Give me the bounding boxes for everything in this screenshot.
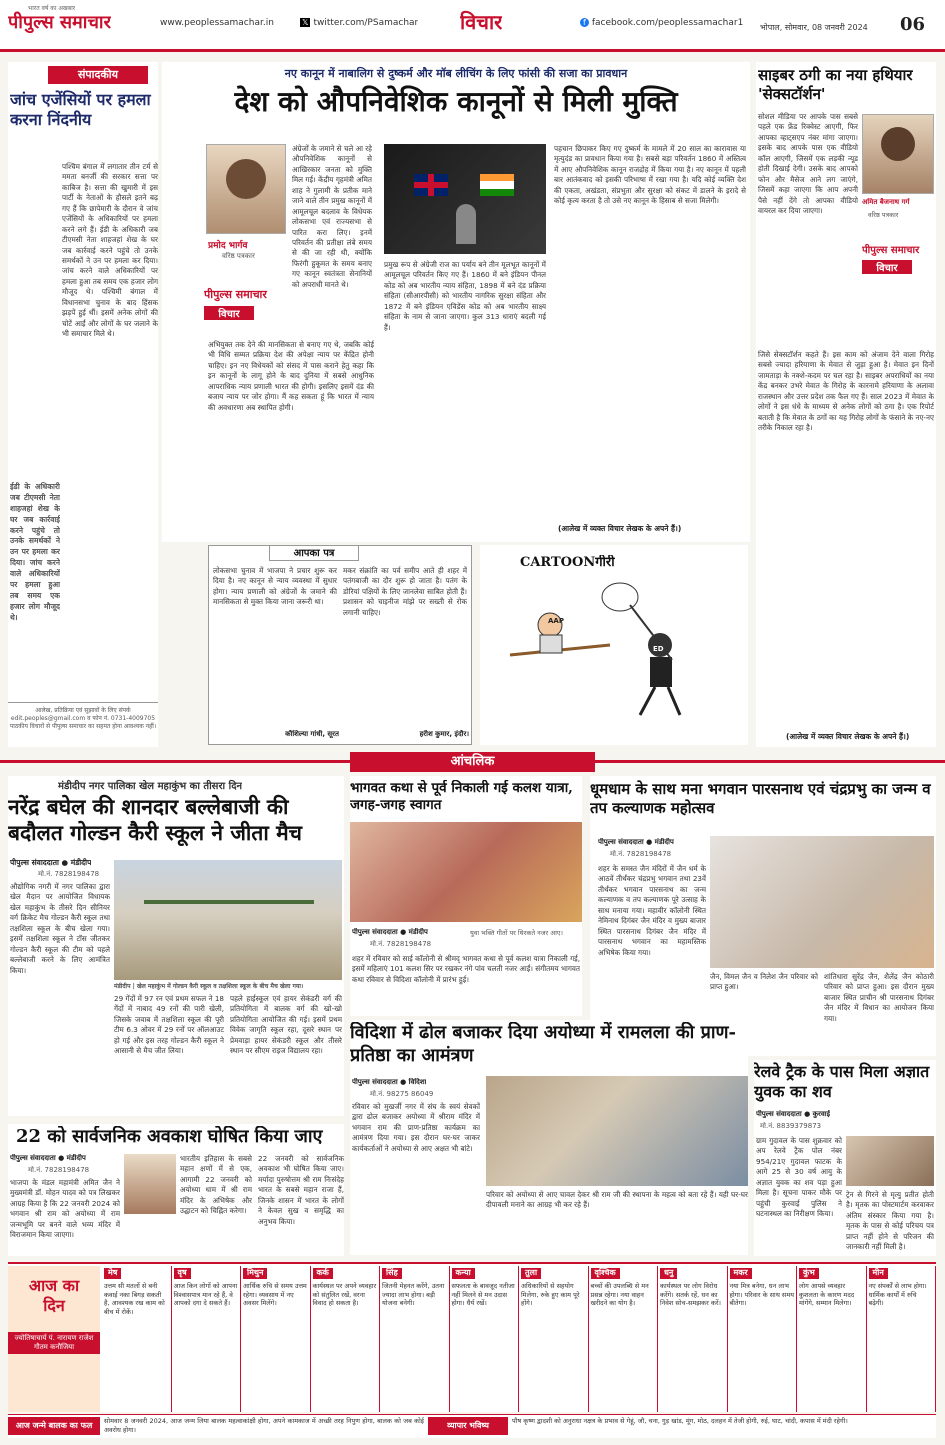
story5-body: भाजपा के मंडल महामंत्री अमित जैन ने मुख्यमंत्री डॉ. मोहन यादव को पत्र लिखकर आग्रह किया है कि 22 जनवरी 2024 को भगवान श्री राम को अयोध्या में राम जन्मभूमि पर बनने वाले भव्य मंदिर में विराजमान किया जाएगा। — [10, 1178, 120, 1240]
zodiac-sign-text: नए संपर्कों से लाभ होगा। धार्मिक कार्यों में रुचि बढ़ेगी। — [868, 1281, 927, 1308]
zodiac-sign — [797, 1266, 867, 1412]
lead-signoff: (आलेख में व्यक्त विचार लेखक के अपने हैं।) — [558, 524, 682, 533]
editorial-label: संपादकीय — [48, 66, 148, 84]
zodiac-sign — [380, 1266, 450, 1412]
story6-phone: मो.नं. 8839379873 — [760, 1122, 822, 1130]
zodiac-sign-text: कार्यस्थल पर अपने व्यवहार को संतुलित रखें, वरना विवाद हो सकता है। — [312, 1281, 377, 1308]
story1-photo — [114, 860, 342, 980]
editorial-pullquote: ईडी के अधिकारी जब टीएमसी नेता शाहजहां शेख के घर जब कार्रवाई करने पहुंचे तो उनके समर्थकों ने उन पर हमला कर दिया। जांच करने वाले अधिकारियों पर हमला हुआ तब समय एक हजार लोग मौजूद थे। — [10, 482, 60, 622]
zodiac-sign-name: कन्या — [452, 1268, 475, 1279]
zodiac-sign-name: मेष — [104, 1268, 121, 1279]
zodiac-sign-text: जितनी मेहनत करेंगे, उतना ज्यादा लाभ होगा। बड़ी योजना बनेगी। — [382, 1281, 445, 1308]
editorial-footer — [8, 702, 158, 747]
horoscope-strip — [8, 1262, 936, 1412]
zodiac-sign-text: उत्तम सी मतलों से बनी कवाई नका बिगड़ सकती है, आवश्यक रख काम को बीच में रोकें। — [104, 1281, 165, 1317]
cartoon-character-label: ED — [653, 645, 664, 653]
footer-disclaimer: पाठकीय विचारों से पीपुल्स समाचार का सहमत होना आवश्यक नहीं। — [9, 723, 157, 730]
cyber-author-name: अमित बैजनाथ गर्ग — [862, 198, 910, 206]
horoscope-title-box — [8, 1266, 100, 1412]
lead-column-2: अभियुक्त तक देने की मानसिकता से बनाए गए थे, जबकि कोई भी विधि सम्मत प्रक्रिया देश की अपेक्षा न्याय पर केंद्रित होनी चाहिए। इन नए विधेयकों को संसद में पास कराने हेतु कहा कि इन कानूनों के लागू होने के बाद दुनिया में सबसे आधुनिक आपराधिक न्याय प्रणाली भारत की होगी। इसलिए इसमें दंड की बजाय न्याय पर जोर होगा। मैं कह सकता हूं कि भारत में न्याय की अवधारणा अब स्थापित होगी। — [208, 340, 374, 412]
zodiac-sign-name: कर्क — [313, 1268, 333, 1279]
zodiac-sign-text: बच्चों की उपलब्धि से मन प्रसन्न रहेगा। नया वाहन खरीदने का योग है। — [590, 1281, 649, 1308]
cyber-brand-block — [862, 242, 934, 274]
website-link[interactable]: www.peoplessamachar.in — [160, 18, 274, 28]
lead-article — [162, 62, 750, 542]
story2-phone: मो.नं. 7828198478 — [370, 940, 432, 948]
footer-contact-email[interactable]: edit.peoples@gmail.com व फोन नं. 0731-4009705 — [10, 715, 156, 722]
story4-body: रविवार को मुखर्जी नगर में संघ के स्वयं सेवकों द्वारा ढोल बजाकर अयोध्या में श्रीराम मंदिर में भगवान राम की प्राण-प्रतिष्ठा कार्यक्रम का आमंत्रण दिया गया। इस दौरान घर-घर जाकर कार्यकर्ताओं ने अयोध्या से आए अक्षत भी बांटे। — [352, 1102, 480, 1153]
dateline: भोपाल, सोमवार, 08 जनवरी 2024 — [760, 23, 868, 32]
trade-text: पौष कृष्ण द्वादशी को अनुराधा नक्षत्र के प्रभाव से गेहूं, जौ, चना, गुड़ खांड, मूंग, मोठ, दलहन में तेजी होगी, रुई, घाट, चांदी, कपास में मंदी रहेगी। — [512, 1417, 848, 1425]
story3-phone: मो.नं. 7828198478 — [610, 850, 672, 858]
zodiac-sign-text: आर्थिक रुचि से समय उत्तम रहेगा। व्यवसाय में नए अवसर मिलेंगे। — [243, 1281, 307, 1308]
author-name: प्रमोद भार्गव — [208, 241, 248, 251]
story6-body: ग्राम गुदावल के पास शुक्रवार को अप रेलवे ट्रैक पोल नंबर 954/21ए गुदावल फाटक के आगे 25 से 30 वर्ष आयु के अज्ञात युवक का शव पड़ा हुआ मिला है। सूचना पाकर मौके पर पहुंची कुरवाई पुलिस ने घटनास्थल का निरीक्षण किया। — [756, 1136, 842, 1219]
facebook-link[interactable]: f facebook.com/peoplessamachar1 — [580, 18, 743, 28]
brand-tag: विचार — [862, 260, 912, 274]
regional-story-2 — [350, 776, 582, 1016]
story2-byline: पीपुल्स संवाददाता ● मंडीदीप — [352, 928, 428, 936]
letter-2: मकर संक्रांति का पर्व समीप आते ही शहर में पतंगबाजी का दौर शुरू हो जाता है। पतंग के डोरियां पक्षियों के लिए जानलेवा साबित होती हैं। प्रशासन को चाइनीज मांझे पर सख्ती से रोक लगानी चाहिए। — [343, 566, 467, 617]
story1-body: औद्योगिक नगरी में नगर पालिका द्वारा खेल मैदान पर आयोजित विधायक खेल महाकुंभ के तीसरे दिन सीनियर वर्ग क्रिकेट मैच गोल्डन कैरी स्कूल तथा तक्षशिला स्कूल के बीच खेला गया। इसमें तक्षशिला स्कूल ने टॉस जीतकर गोल्डन कैरी स्कूल की टीम को पहले बल्लेबाजी करने के लिए आमंत्रित किया। — [10, 882, 110, 975]
zodiac-sign-name: वृष — [174, 1268, 191, 1279]
story2-headline[interactable]: भागवत कथा से पूर्व निकाली गई कलश यात्रा, जगह-जगह स्वागत — [350, 780, 573, 813]
lead-column-1: अंग्रेजों के जमाने से चले आ रहे औपनिवेशिक कानूनों से आखिरकार जनता को मुक्ति मिल गई। केंद्रीय गृहमंत्री अमित शाह ने गुलामी के प्रतीक माने जाने वाले तीन प्रमुख कानूनों में आमूलचूल बदलाव के विधेयक लोकसभा एवं राज्यसभा से पारित करा लिए। इनमें परिवर्तन की प्रतीक्षा लंबे समय से की जा रही थी, क्योंकि फिरंगी हुकूमत के समय बनाए गए कानून स्वतंत्रता सेनानियों को अपराधी मानते थे। — [292, 144, 372, 289]
twitter-link[interactable]: 𝕏 twitter.com/PSamachar — [302, 18, 419, 28]
regional-label: आंचलिक — [350, 752, 595, 772]
zodiac-sign-name: मीन — [869, 1268, 888, 1279]
lead-headline[interactable]: देश को औपनिवेशिक कानूनों से मिली मुक्ति — [234, 85, 678, 118]
story6-byline: पीपुल्स संवाददाता ● कुरवाई — [756, 1110, 831, 1118]
story5-photo — [124, 1154, 176, 1214]
zodiac-sign-text: नया मित्र बनेगा, धन लाभ होगा। परिवार के साथ समय बीतेगा। — [729, 1281, 794, 1308]
story3-byline: पीपुल्स संवाददाता ● मंडीदीप — [598, 838, 674, 846]
story6-body-2: ट्रेन से गिरने से मृत्यु प्रतीत होती है। मृतक का पोस्टमार्टम करवाकर अंतिम संस्कार किया गया है। मृतक के पास से कोई परिचय पत्र प्राप्त नहीं होने से परिजन की जानकारी नहीं मिली है। — [846, 1190, 934, 1252]
masthead — [0, 0, 945, 52]
regional-story-3 — [590, 776, 936, 1056]
story5-byline: पीपुल्स संवाददाता ● मंडीदीप — [10, 1154, 86, 1162]
story4-body-2: परिवार को अयोध्या से आए चावल देकर श्री राम जी की स्थापना के महत्व को बता रहे हैं। यही घर-घर दीपावली मनाने का आग्रह भी कर रहे हैं। — [486, 1190, 748, 1210]
brand-tag: विचार — [204, 306, 254, 320]
zodiac-sign-name: मकर — [730, 1268, 752, 1279]
letter-1: लोकसभा चुनाव में भाजपा ने प्रचार शुरू कर दिया है। नए कानून से न्याय व्यवस्था में सुधार होगा। न्याय प्रणाली को अंग्रेजों के जमाने की मानसिकता से मुक्त किया जाना जरूरी था। — [213, 566, 337, 607]
cartoon-title: CARTOONगीरी — [520, 555, 615, 570]
story3-headline[interactable]: धूमधाम के साथ मना भगवान पारसनाथ एवं चंद्रप्रभु का जन्म व तप कल्याणक महोत्सव — [590, 780, 931, 817]
author-role: वरिष्ठ पत्रकार — [222, 252, 255, 260]
story5-body-3: 22 जनवरी को सार्वजनिक अवकाश भी घोषित किया जाए। मर्यादा पुरुषोत्तम श्री राम निःसंदेह भारत के सबसे महान राजा हैं, जिनके शासन में भारत के लोगों ने केवल सुख व समृद्धि का अनुभव किया। — [258, 1154, 344, 1226]
masthead-logo[interactable]: पीपुल्स समाचार — [8, 12, 111, 33]
regional-story-4 — [350, 1020, 748, 1255]
twitter-icon: 𝕏 — [302, 18, 309, 27]
facebook-icon: f — [580, 18, 589, 27]
letter-1-signature: कौशिल्या गांधी, सूरत — [285, 730, 339, 738]
cartoon-bag-label: AAP — [548, 617, 564, 625]
cyber-signoff: (आलेख में व्यक्त विचार लेखक के अपने हैं।) — [786, 732, 910, 741]
story4-phone: मो.नं. 98275 86049 — [370, 1090, 434, 1098]
justice-statue-icon — [456, 204, 476, 244]
section-title: विचार — [460, 10, 503, 34]
story1-byline: पीपुल्स संवाददाता ● मंडीदीप — [10, 858, 92, 867]
story2-body: शहर में रविवार को साई कॉलोनी से श्रीमद् भागवत कथा से पूर्व कलश यात्रा निकाली गई, इसमें महिलाएं 101 कलश सिर पर रखकर नंगे पांव चलती नजर आईं। संगीतमय भागवत कथा रविवार से विदिशा कॉलोनी में प्रारंभ हुई। — [352, 954, 580, 984]
footer-contact-label: आलेख, प्रतिक्रिया एवं सुझावों के लिए संपर्क — [35, 707, 131, 714]
bottom-bar — [8, 1414, 936, 1438]
zodiac-sign-name: धनु — [660, 1268, 677, 1279]
zodiac-sign-text: कार्यस्थल पर लोग विरोध करेंगे। सतर्क रहें, धन का निवेश सोच-समझकर करें। — [660, 1281, 721, 1308]
editorial-column — [8, 62, 158, 747]
cyber-headline[interactable]: साइबर ठगी का नया हथियार 'सेक्सटॉर्शन' — [758, 66, 913, 103]
regional-story-5 — [8, 1124, 344, 1256]
letters-title: आपका पत्र — [269, 545, 359, 561]
zodiac-sign — [867, 1266, 937, 1412]
zodiac-sign — [241, 1266, 311, 1412]
editorial-body: पश्चिम बंगाल में लगातार तीन टर्म से ममता बनर्जी की सरकार सत्ता पर काबिज है। सत्ता की खुमारी में इस पार्टी के नेताओं के हौसले इतने बढ़ गए हैं कि छापेमारी के दौरान वे जांच एजेंसियों के अधिकारियों पर हमला करने लगे हैं। ईडी के अधिकारी जब टीएमसी नेता शाहजहां शेख के घर जब कार्रवाई करने पहुंचे तो उनके समर्थकों ने उन पर हमला कर दिया। जांच करने वाले अधिकारियों पर हमला हुआ तब समय एक हजार लोग मौजूद थे। पश्चिमी बंगाल में विधानसभा चुनाव के बाद हिंसक झड़पें हुई थीं। इसमें अनेक लोगों की चोटें आईं और लोगों के घर जलाने के भी समाचार मिले थे। — [62, 162, 158, 338]
story4-photo — [486, 1076, 748, 1186]
cartoon-drawing — [480, 575, 748, 745]
story3-body: शहर के समस्त जैन मंदिरों में जैन धर्म के आठवें तीर्थंकर चंद्रप्रभु भगवान तथा 23वें तीर्थंकर भगवान पारसनाथ का जन्म कल्याणक व तप कल्याणक पूरे उत्साह के साथ मनाया गया। महावीर कॉलोनी स्थित नेमिनाथ दिगंबर जैन मंदिर व मुख्य बाजार स्थित पारसनाथ दिगंबर जैन मंदिर में पारसनाथ भगवान का महामस्तिक अभिषेक किया गया। — [598, 864, 706, 957]
story5-phone: मो.नं. 7828198478 — [28, 1166, 90, 1174]
zodiac-sign-text: सफलता के बावजूद नतीजा नहीं मिलने से मन उदास होगा। धैर्य रखें। — [451, 1281, 515, 1308]
author-photo — [206, 144, 286, 234]
lead-illustration — [384, 144, 546, 254]
zodiac-grid — [102, 1266, 936, 1412]
story5-headline[interactable]: 22 को सार्वजनिक अवकाश घोषित किया जाए — [16, 1126, 323, 1147]
lead-column-4: पहचान छिपाकर किए गए दुष्कर्म के मामले में 20 साल का कारावास या मृत्युदंड का प्रावधान किया गया है। सबसे बड़ा परिवर्तन 1860 में अस्तित्व में आए औपनिवेशिक कानून राजद्रोह में किया गया है। नए कानून में पहली बार आतंकवाद को इसकी परिभाषा में रखा गया है। यदि कोई व्यक्ति देश की एकता, अखंडता, संप्रभुता और सुरक्षा को संकट में डालने के इरादे से कोई कृत्य करता है तो उसे नए कानून के हिसाब से सजा मिलेगी। — [554, 144, 746, 206]
story4-headline[interactable]: विदिशा में ढोल बजाकर दिया अयोध्या में रामलला की प्राण-प्रतिष्ठा का आमंत्रण — [350, 1022, 736, 1066]
lead-brand-block — [204, 287, 292, 327]
birthday-title: आज जन्मे बालक का फल — [8, 1417, 100, 1435]
page-number: 06 — [900, 14, 926, 35]
story1-photo-caption: मंडीदीप | खेल महाकुंभ में गोल्डन कैरी स्कूल व तक्षशिला स्कूल के बीच मैच खेला गया। — [114, 983, 304, 990]
story1-body-3: पहले हाईस्कूल एवं हायर सेकंडरी वर्ग की प्रतियोगिता में बालक वर्ग की खो-खो प्रतियोगिता आयोजित की गई। इसमें प्रथम विवेक जागृति स्कूल रहा, दूसरे स्थान पर प्रेमवाड़ा हायर सेकंडरी स्कूल और तीसरे स्थान पर सीएम राइज विद्यालय रहा। — [230, 994, 342, 1056]
story3-photo — [710, 836, 934, 968]
zodiac-sign — [728, 1266, 798, 1412]
cyber-author-role: वरिष्ठ पत्रकार — [868, 211, 899, 219]
avatar — [226, 159, 266, 199]
story1-headline[interactable]: नरेंद्र बघेल की शानदार बल्लेबाजी की बदौलत गोल्डन कैरी स्कूल ने जीता मैच — [8, 794, 302, 846]
story2-photo — [350, 822, 582, 922]
letters-box — [208, 545, 472, 745]
masthead-tagline: भारत वर्ष का अखबार — [28, 5, 76, 12]
story3-photo-caption: जैन, विमल जैन व निलेश जैन परिवार को प्राप्त हुआ। — [710, 972, 818, 992]
zodiac-sign-name: सिंह — [382, 1268, 402, 1279]
zodiac-sign-name: वृश्चिक — [591, 1268, 620, 1279]
cyber-body-bottom: जिसे सेक्सटॉर्शन कहते हैं। इस काम को अंजाम देने वाला गिरोह सबसे ज्यादा हरियाणा के मेवात से जुड़ा हुआ है। मेवात इन दिनों जामताड़ा के नक्शे-कदम पर चल रहा है। साइबर अपराधियों का नया केंद्र बनकर उभरे मेवात के गिरोह के कारनामे हरियाणा के अलावा राजस्थान और उत्तर प्रदेश तक फैल गए हैं। साल 2023 में मेवात के लोगों ने इस धंधे के माध्यम से अनेक लोगों को ठगा है। एक रिपोर्ट बताती है कि मेवात के ठगों का यह गिरोह लोगों के फंसाने के नए-नए तरीके निकाल रहा है। — [758, 350, 934, 433]
zodiac-sign-text: लोग आपसे व्यवहार कुशलता के कारण मदद मांगेंगे, सम्मान मिलेगा। — [799, 1281, 855, 1308]
zodiac-sign-text: अधिकारियों से सहयोग मिलेगा, रुके हुए काम पूरे होंगे। — [521, 1281, 580, 1308]
zodiac-sign — [172, 1266, 242, 1412]
horoscope-title: आज का दिन — [28, 1276, 80, 1315]
birthday-text: सोमवार 8 जनवरी 2024, आज जन्म लिया बालक महत्वाकांक्षी होगा, अपने कामकाज में अच्छी तरह निपुण होगा, बालक को जब कोई अवरोध होगा। — [104, 1417, 424, 1435]
astrologer-name: ज्योतिषाचार्य पं. नारायण राजेश गौतम कनौजिया — [8, 1332, 100, 1354]
cyber-article — [756, 62, 936, 747]
story1-kicker: मंडीदीप नगर पालिका खेल महाकुंभ का तीसरा दिन — [58, 781, 243, 792]
zodiac-sign-text: आज किन लोगों को आपना विश्वासपात्र मान रहे हैं, वे आपको दगा दे सकते हैं। — [173, 1281, 238, 1308]
story3-body-2: शांतिधारा सुरेंद्र जैन, शैलेंद्र जैन कोठारी परिवार को प्राप्त हुआ। इस दौरान मुख्य बाजार स्थित प्राचीन श्री पारसनाथ दिगंबर जैन मंदिर में विधान का आयोजन किया गया। — [824, 972, 934, 1023]
regional-story-6 — [754, 1060, 936, 1256]
avatar — [881, 127, 915, 161]
lead-kicker: नए कानून में नाबालिग से दुष्कर्म और मॉब लीचिंग के लिए फांसी की सजा का प्रावधान — [284, 67, 628, 80]
letter-2-signature: हरीश कुमार, इंदौर। — [419, 730, 469, 738]
story4-byline: पीपुल्स संवाददाता ● विदिशा — [352, 1078, 427, 1086]
story5-body-2: भारतीय इतिहास के सबसे महान क्षणों में से एक, आगामी 22 जनवरी को अयोध्या धाम में श्री राम मंदिर के अभिषेक और उद्घाटन को चिह्नित करेगा। — [180, 1154, 252, 1216]
zodiac-sign — [450, 1266, 520, 1412]
zodiac-sign-name: तुला — [521, 1268, 541, 1279]
zodiac-sign — [658, 1266, 728, 1412]
story1-phone: मो.नं. 7828198478 — [38, 870, 100, 878]
zodiac-sign-name: कुंभ — [799, 1268, 819, 1279]
lead-column-3: प्रमुख रूप से अंग्रेजी राज का पर्याय बने तीन मूलभूत कानूनों में आमूलचूल परिवर्तन किए गए हैं। 1860 में बने इंडियन पीनल कोड को अब भारतीय न्याय संहिता, 1898 में बने दंड प्रक्रिया संहिता (सीआरपीसी) को भारतीय नागरिक सुरक्षा संहिता और 1872 में बने इंडियन एविडेंस कोड को अब भारतीय साक्ष्य संहिता के नाम से जाना जाएगा। कुल 313 धाराएं बदली गई हैं। — [384, 260, 546, 332]
uk-flag-icon — [414, 174, 448, 196]
regional-story-1 — [8, 776, 344, 1116]
story6-headline[interactable]: रेलवे ट्रैक के पास मिला अज्ञात युवक का शव — [754, 1062, 930, 1101]
zodiac-sign-name: मिथुन — [243, 1268, 267, 1279]
india-flag-icon — [480, 174, 514, 196]
story1-body-2: 29 गेंदों में 97 रन एवं प्रथम सफल ने 18 गेंदों में नाबाद 49 रनों की पारी खेली, जिसके जवाब में तक्षशिला स्कूल की पूरी टीम 6.3 ओवर में 29 रनों पर ऑलआउट हो गई और इस तरह गोल्डन कैरी स्कूल ने आसानी से मैच जीत लिया। — [114, 994, 224, 1056]
brand-logo: पीपुल्स समाचार — [862, 245, 920, 256]
story2-photo-caption: युवा भक्ति गीतों पर थिरकते नजर आए। — [470, 929, 563, 937]
zodiac-sign — [311, 1266, 381, 1412]
zodiac-sign — [102, 1266, 172, 1412]
brand-logo: पीपुल्स समाचार — [204, 288, 267, 301]
trade-title: व्यापार भविष्य — [428, 1417, 508, 1435]
cartoon — [480, 545, 748, 745]
zodiac-sign — [589, 1266, 659, 1412]
story6-photo — [846, 1136, 934, 1186]
zodiac-sign — [519, 1266, 589, 1412]
cyber-body-top: सोशल मीडिया पर आपके पास सबसे पहले एक फ्रेंड रिक्वेस्ट आएगी, फिर आपका व्हाट्सएप नंबर मांगा जाएगा। इसके बाद आपके पास एक वीडियो कॉल आएगी, जिसमें एक लड़की न्यूड होती दिखाई देगी। उसके बाद आपको फोन और मैसेज आने लग जाएंगे, जिसमें कहा जाएगा कि आप अपनी पैसे नहीं देंगे तो आपका वीडियो वायरल कर दिया जाएगा। — [758, 112, 858, 215]
cyber-author-photo — [862, 114, 934, 194]
editorial-headline[interactable]: जांच एजेंसियों पर हमला करना निंदनीय — [10, 90, 151, 129]
